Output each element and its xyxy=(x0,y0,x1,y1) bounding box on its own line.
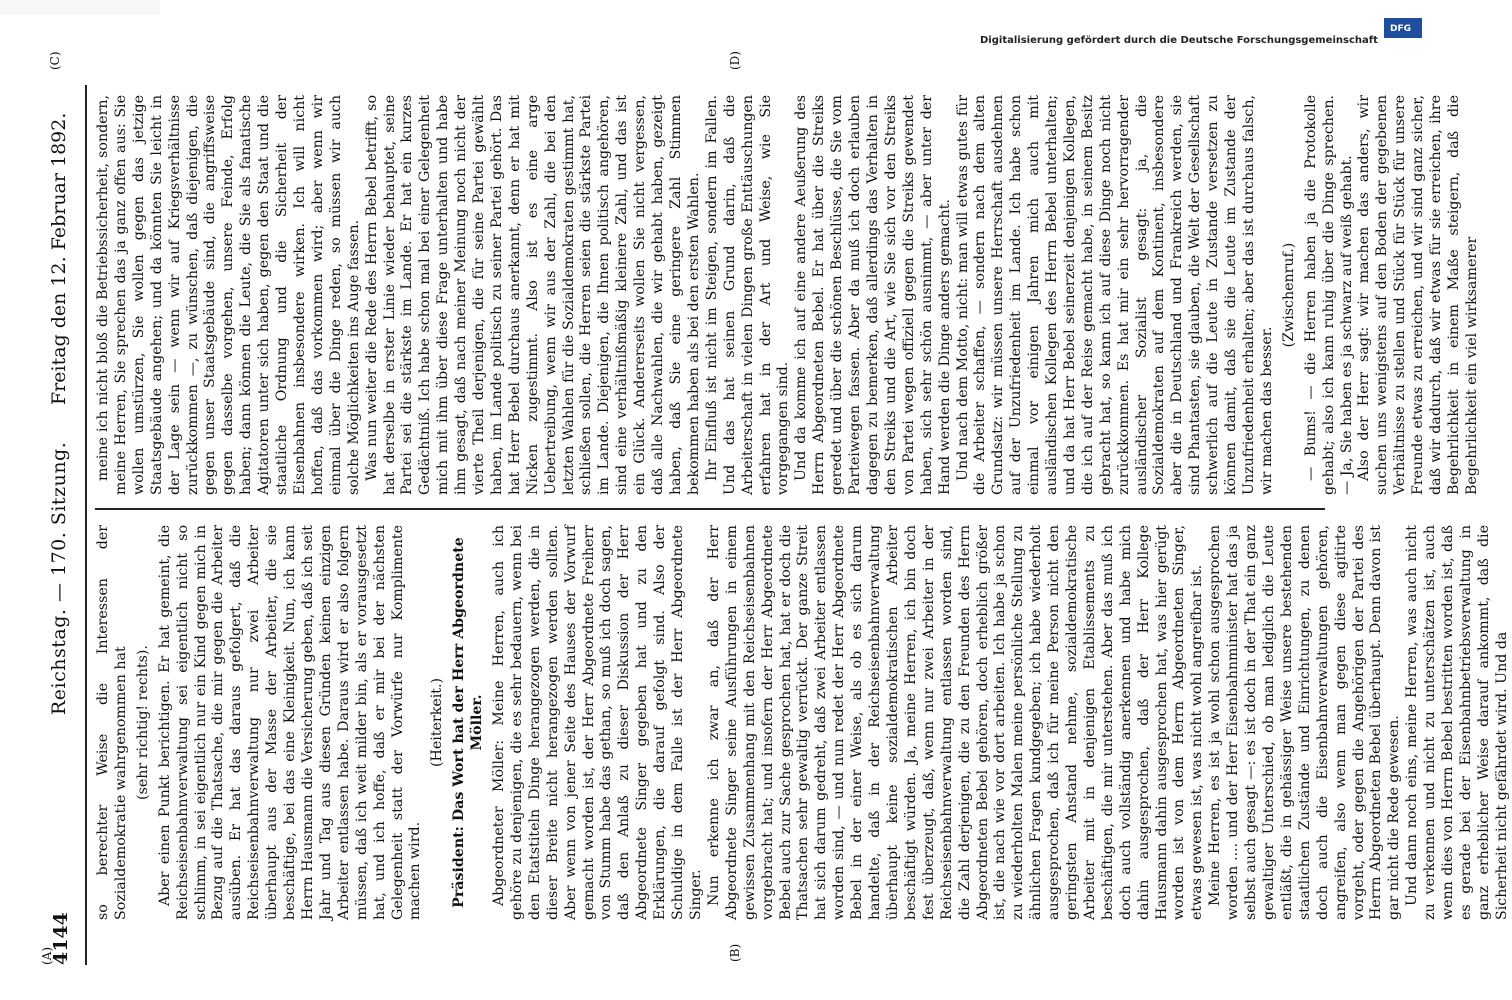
paragraph: (sehr richtig! rechts). xyxy=(134,645,151,800)
margin-marker-c: (C) xyxy=(48,51,62,70)
paragraph: Also der Herr sagt: wir machen das anders, wir suchen uns wenigstens auf den Boden der gegebenen Verhältnisse zu stellen und Stück für Stück für unsere Freunde etwas zu erreichen, und wir sind ganz sicher, daß wir dadurch, daß wir etwas für sie erreichen, ihre Begehrlichkeit in einem Maße steigern, daß die Begehrlichkeit ein viel wirksamerer xyxy=(1356,95,1480,495)
page-number: 4144 xyxy=(50,912,72,965)
margin-marker-b: (B) xyxy=(728,943,742,962)
paragraph: Ihr Einfluß ist nicht im Steigen, sondern im Fallen. Und das hat seinen Grund darin, daß die Arbeiterschaft in vielen Dingen große Enttäuschungen erfahren hat in der Art und Weise, wie Sie vorgegangen sind. xyxy=(703,95,792,495)
paragraph: Abgeordneter Möller: Meine Herren, auch ich gehöre zu denjenigen, die es sehr bedauern, wenn bei den Etatstiteln Dinge herangezogen werden, die in dieser Breite nicht herangezogen werden sollten. Aber wenn von jener Seite des Hauses der Vorwurf gemacht worden ist, der Herr Abgeordnete Freiherr von Stumm habe das gethan, so muß ich doch sagen, daß den Anlaß zu dieser Diskussion der Herr Abgeordnete Singer gegeben hat und zu den Erklärungen, die darauf gefolgt sind. Also der Schuldige in dem Falle ist der Herr Abgeordnete Singer. xyxy=(491,525,704,920)
margin-marker-d: (D) xyxy=(728,51,742,70)
page-header xyxy=(42,60,82,965)
column-divider xyxy=(95,509,1325,511)
dfg-logo xyxy=(1384,18,1422,38)
digitization-credit xyxy=(980,15,1410,46)
left-text-column xyxy=(95,525,1510,920)
paragraph: Präsident: Das Wort hat der Herr Abgeordnete Möller. xyxy=(451,537,486,908)
margin-marker-a: (A) xyxy=(40,946,54,965)
paragraph: Aber einen Punkt berichtigen. Er hat gemeint, die Reichseisenbahnverwaltung sei eigentlich nicht so schlimm, in sei eigentlich nur ein Kind gegen mich in Bezug auf die Thatsache, die mir gegen die Arbeiter ausüben. Er hat das daraus gefolgert, daß die Reichseisenbahnverwaltung nur zwei Arbeiter überhaupt aus der Masse der Arbeiter, die sie beschäftige, bei das eine Kleinigkeit. Nun, ich kann Herrn Hausmann die Versicherung geben, daß ich seit Jahr und Tag aus diesen Gründen keinen einzigen Arbeiter entlassen habe. Daraus wird er also folgern müssen, daß ich weit milder bin, als er vorausgesetzt hat, und ich hoffe, daß er mir bei der nächsten Gelegenheit statt der Vorwürfe nur Komplimente machen wird. xyxy=(156,525,424,920)
header-rule xyxy=(85,85,87,965)
paragraph: Und nach dem Motto, nicht: man will etwas gutes für die Arbeiter schaffen, — sondern nach dem alten Grundsatz: wir müssen unsere Herrschaft ausdehnen auf der Unzufriedenheit im Lande. Ich habe schon einmal vor einigen Jahren mich auch mit ausländischen Kollegen des Herrn Bebel unterhalten; und da hat Herr Bebel seinerzeit denjenigen Kollegen, die ich auf der Reise gemacht habe, in seinem Besitz gebracht hat, so kann ich auf diese Dinge noch nicht zurückkommen. Es hat mir ein sehr hervorragender ausländischer Sozialist gesagt: ja, die Sozialdemokraten auf dem Kontinent, insbesondere aber die in Deutschland und Frankreich werden, sie sind Phantasten, sie glauben, die Welt der Gesellschaft schwerlich auf die Leute in Zustande versetzen zu können damit, daß sie die Leute im Zustande der Unzufriedenheit erhalten; aber das ist durchaus falsch, wir machen das besser. xyxy=(954,95,1275,495)
paragraph: Und dann noch eins, meine Herren, was auch nicht zu verkennen und nicht zu unterschätzen ist, auch wenn dies von Herrn Bebel bestritten worden ist, daß es gerade bei der Eisenbahnbetriebsverwaltung in ganz erheblicher Weise darauf ankommt, daß die Sicherheit nicht gefährdet wird. Und da xyxy=(1404,525,1510,920)
paragraph: Meine Herren, es ist ja wohl schon ausgesprochen worden .... und der Herr Eisenbahnminister hat das ja selbst auch gesagt —: es ist doch in der That ein ganz gewaltiger Unterschied, ob man lediglich die Leute entläßt, die in gehässiger Weise unsere bestehenden staatlichen Zustände und Einrichtungen, zu denen doch auch die Eisenbahnverwaltungen gehören, angreifen, also wenn man gegen diese agitirte vorgeht, oder gegen die Angehörigen der Partei des Herrn Abgeordneten Bebel überhaupt. Denn davon ist gar nicht die Rede gewesen. xyxy=(1207,525,1403,920)
session-date: Freitag den 12. Februar 1892. xyxy=(48,112,70,405)
paragraph: — Bums! — die Herren haben ja die Protokolle gehabt; also ich kann ruhig über die Dinge sprechen. — Ja, Sie haben es ja schwarz auf weiß gehabt. xyxy=(1302,95,1355,495)
right-text-column xyxy=(95,95,1480,495)
page-corner-shade xyxy=(0,0,160,15)
dfg-logo-text: DFG xyxy=(1390,24,1412,34)
session-title: Reichstag. — 170. Sitzung. xyxy=(48,441,70,715)
paragraph: so berechter Weise die Interessen der Sozialdemokratie wahrgenommen hat xyxy=(95,525,129,920)
paragraph: meine ich nicht bloß die Betriebssicherheit, sondern, meine Herren, Sie sprechen das ja ganz offen aus: Sie wollen umstürzen, Sie wollen gegen das jetzige Staatsgebäude angehen; und da könnten Sie leicht in der Lage sein — wenn wir auf Kriegsverhältnisse zurückkommen —, zu wünschen, daß diejenigen, die gegen unser Staatsgebäude sind, die angriffsweise gegen dasselbe vorgehen, unsere Feinde, Erfolg haben; dann können die Leute, die Sie als fanatische Agitatoren unter sich haben, gegen den Staat und die staatliche Ordnung und die Sicherheit der Eisenbahnen insbesondere wirken. Ich will nicht hoffen, daß das vorkommen wird; aber wenn wir einmal über die Dinge reden, so müssen wir auch solche Möglichkeiten ins Auge fassen. xyxy=(95,95,362,495)
paragraph: (Heiterkeit.) xyxy=(429,678,446,767)
paragraph: Nun erkenne ich zwar an, daß der Herr Abgeordnete Singer seine Ausführungen in einem gewissen Zusammenhang mit den Reichseisenbahnen vorgebracht hat; und insofern der Herr Abgeordnete Bebel auch zur Sache gesprochen hat, hat er doch die Thatsachen sehr gewaltig verrückt. Der ganze Streit hat sich darum gedreht, daß zwei Arbeiter entlassen worden sind, — und nun redet der Herr Abgeordnete Bebel in der einer Weise, als ob es sich darum handelte, daß in der Reichseisenbahnverwaltung überhaupt keine sozialdemokratischen Arbeiter beschäftigt würden. Ja, meine Herren, ich bin doch fest überzeugt, daß, wenn nur zwei Arbeiter in der Reichseisenbahnverwaltung entlassen worden sind, die Zahl derjenigen, die zu den Freunden des Herrn Abgeordneten Bebel gehören, doch erheblich größer ist, die nach wie vor dort arbeiten. Ich habe ja schon zu wiederholten Malen meine persönliche Stellung zu ähnlichen Fragen kundgegeben; ich habe wiederholt ausgesprochen, daß ich für meine Person nicht den geringsten Anstand nehme, sozialdemokratische Arbeiter mit in denjenigen Etablissements zu beschäftigen, die mir unterstehen. Aber das muß ich doch auch vollständig anerkennen und habe mich dahin ausgesprochen, daß der Herr Kollege Hausmann dahin ausgesprochen hat, was hier gerügt worden ist von dem Herrn Abgeordneten Singer, etwas gewesen ist, was nicht wohl angreifbar ist. xyxy=(705,525,1206,920)
credit-text: Digitalisierung gefördert durch die Deutsche Forschungsgemeinschaft xyxy=(980,35,1378,46)
paragraph: Und da komme ich auf eine andere Aeußerung des Herrn Abgeordneten Bebel. Er hat über die Streiks geredet und über die schönen Beschlüsse, die Sie vom Parteiwegen fassen. Aber da muß ich doch erlauben dagegen zu bemerken, daß allerdings das Verhalten in den Streiks und die Art, wie Sie sich vor den Streiks von Partei wegen offiziell gegen die Streiks gewendet haben, sich sehr schön ausnimmt, — aber unter der Hand werden die Dinge anders gemacht. xyxy=(793,95,953,495)
paragraph: (Zwischenruf.) xyxy=(1280,242,1297,348)
paragraph: Was nun weiter die Rede des Herrn Bebel betrifft, so hat derselbe in erster Linie wieder behauptet, seine Partei sei die stärkste im Lande. Er hat ein kurzes Gedächtniß. Ich habe schon mal bei einer Gelegenheit mich mit ihm über diese Frage unterhalten und habe ihm gesagt, daß nach meiner Meinung noch nicht der vierte Theil derjenigen, die für seine Partei gewählt haben, im Lande politisch zu seiner Partei gehört. Das hat Herr Bebel durchaus anerkannt, denn er hat mit Nicken zugestimmt. Also ist es eine arge Uebertreibung, wenn wir aus der Zahl, die bei den letzten Wahlen für die Sozialdemokraten gestimmt hat, schließen sollen, die Herren seien die stärkste Partei im Lande. Diejenigen, die Ihnen politisch angehören, sind eine verhältnißmäßig kleinere Zahl, und das ist ein Glück. Andererseits wollen Sie nicht vergessen, daß alle Nachwahlen, die wir gehabt haben, gezeigt haben, daß Sie eine geringere Zahl Stimmen bekommen haben als bei den ersten Wahlen. xyxy=(363,95,702,495)
